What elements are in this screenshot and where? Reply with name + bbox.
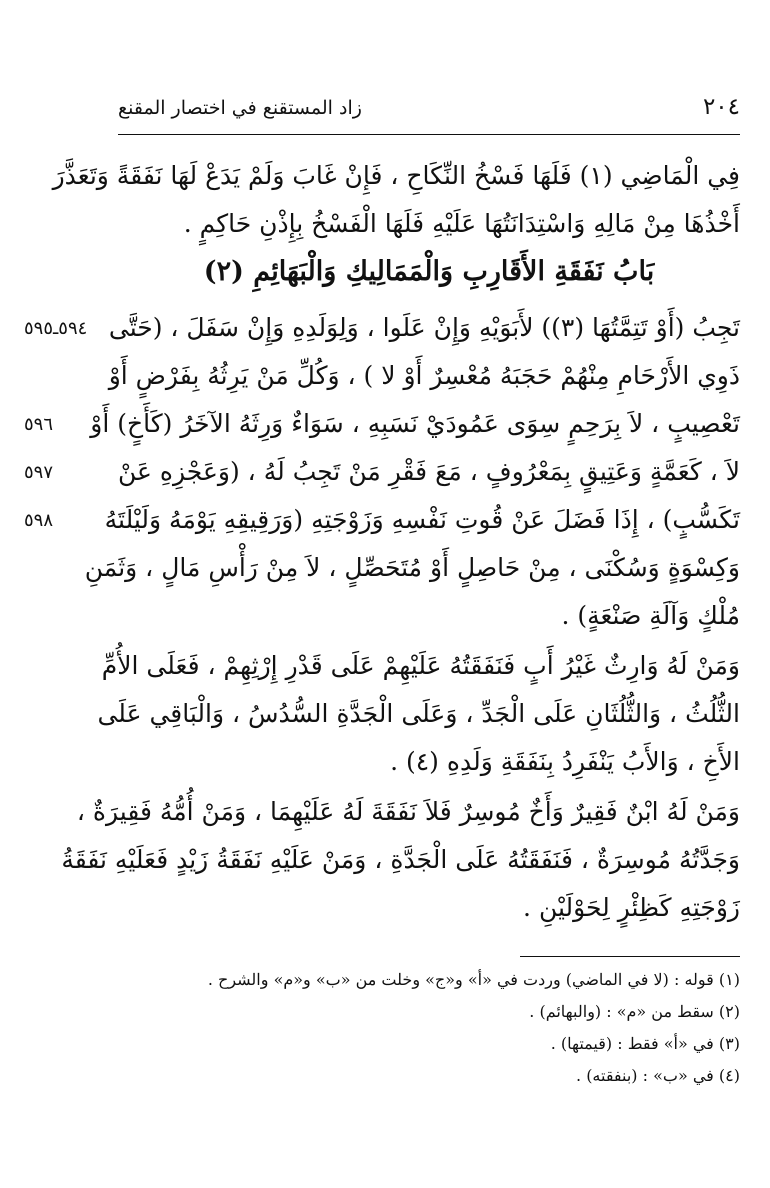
header-rule	[118, 134, 740, 135]
footnote-item: (١) قوله : (لا في الماضي) وردت في «أ» و«ج» وخلت من «ب» و«م» والشرح .	[207, 970, 740, 989]
text-line: تَكَسُّبٍ) ، إِذَا فَضَلَ عَنْ قُوتِ نَفْسِهِ وَزَوْجَتِهِ (وَرَقِيقِهِ يَوْمَهُ وَلَيْلَتَهُ	[104, 505, 740, 534]
text-line: الأَخِ ، وَالأَبُ يَنْفَرِدُ بِنَفَقَةِ وَلَدِهِ (٤) .	[390, 747, 740, 776]
margin-reference: ٥٩٤ـ٥٩٥	[24, 318, 88, 339]
text-line: فِي الْمَاضِي (١) فَلَهَا فَسْخُ النِّكَاحِ ، فَإِنْ غَابَ وَلَمْ يَدَعْ لَهَا نَفَقَةً وَتَعَذَّرَ	[52, 161, 740, 190]
running-header-title: زاد المستقنع في اختصار المقنع	[118, 97, 362, 119]
footnote-item: (٣) في «أ» فقط : (قيمتها) .	[550, 1034, 740, 1053]
page-number: ٢٠٤	[702, 94, 740, 120]
footnote-separator	[520, 956, 740, 957]
text-line: وَكِسْوَةٍ وَسُكْنَى ، مِنْ حَاصِلٍ أَوْ مُتَحَصِّلٍ ، لاَ مِنْ رَأْسِ مَالٍ ، وَثَمَنِ	[84, 553, 740, 582]
text-line: وَمَنْ لَهُ ابْنٌ فَقِيرٌ وَأَخٌ مُوسِرٌ فَلاَ نَفَقَةَ لَهُ عَلَيْهِمَا ، وَمَنْ أُمُّهُ فَقِيرَةٌ ،	[76, 797, 740, 826]
text-line: ذَوِي الأَرْحَامِ مِنْهُمْ حَجَبَهُ مُعْسِرٌ أَوْ لا ) ، وَكُلِّ مَنْ يَرِثُهُ بِفَرْضٍ أَوْ	[108, 361, 740, 390]
text-line: زَوْجَتِهِ كَظِئْرٍ لِحَوْلَيْنِ .	[523, 893, 740, 922]
margin-reference: ٥٩٦	[24, 414, 54, 435]
margin-reference: ٥٩٧	[24, 462, 54, 483]
text-line: الثُّلُثُ ، وَالثُّلُثَانِ عَلَى الْجَدِّ ، وَعَلَى الْجَدَّةِ السُّدُسُ ، وَالْبَاقِي عَلَى	[97, 699, 740, 728]
footnote-item: (٢) سقط من «م» : (والبهائم) .	[529, 1002, 740, 1021]
text-line: أَخْذُهَا مِنْ مَالِهِ وَاسْتِدَانَتُهَا عَلَيْهِ فَلَهَا الْفَسْخُ بِإِذْنِ حَاكِمٍ .	[183, 209, 740, 238]
text-line: تَجِبُ (أَوْ تَتِمَّتُهَا (٣)) لأَبَوَيْهِ وَإِنْ عَلَوا ، وَلِوَلَدِهِ وَإِنْ سَفَلَ ، (حَتَّى	[108, 313, 740, 342]
text-line: وَجَدَّتُهُ مُوسِرَةٌ ، فَنَفَقَتُهُ عَلَى الْجَدَّةِ ، وَمَنْ عَلَيْهِ نَفَقَةُ زَيْدٍ فَعَلَيْهِ نَفَقَةُ	[61, 845, 740, 874]
text-line: لاَ ، كَعَمَّةٍ وَعَتِيقٍ بِمَعْرُوفٍ ، مَعَ فَقْرِ مَنْ تَجِبُ لَهُ ، (وَعَجْزِهِ عَنْ	[118, 457, 740, 486]
margin-reference: ٥٩٨	[24, 510, 54, 531]
text-line: تَعْصِيبٍ ، لاَ بِرَحِمٍ سِوَى عَمُودَيْ نَسَبِهِ ، سَوَاءٌ وَرِثَهُ الآخَرُ (كَأَخٍ) أَوْ	[90, 409, 740, 438]
text-line: مُلْكٍ وَآلَةِ صَنْعَةٍ) .	[561, 601, 740, 630]
text-line: وَمَنْ لَهُ وَارِثٌ غَيْرُ أَبٍ فَنَفَقَتُهُ عَلَيْهِمْ عَلَى قَدْرِ إِرْثِهِمْ ، فَعَلَى الأُمِّ	[101, 651, 740, 680]
footnote-item: (٤) في «ب» : (بنفقته) .	[576, 1066, 740, 1085]
section-title: بَابُ نَفَقَةِ الأَقَارِبِ وَالْمَمَالِيكِ وَالْبَهَائِمِ (٢)	[203, 256, 655, 287]
